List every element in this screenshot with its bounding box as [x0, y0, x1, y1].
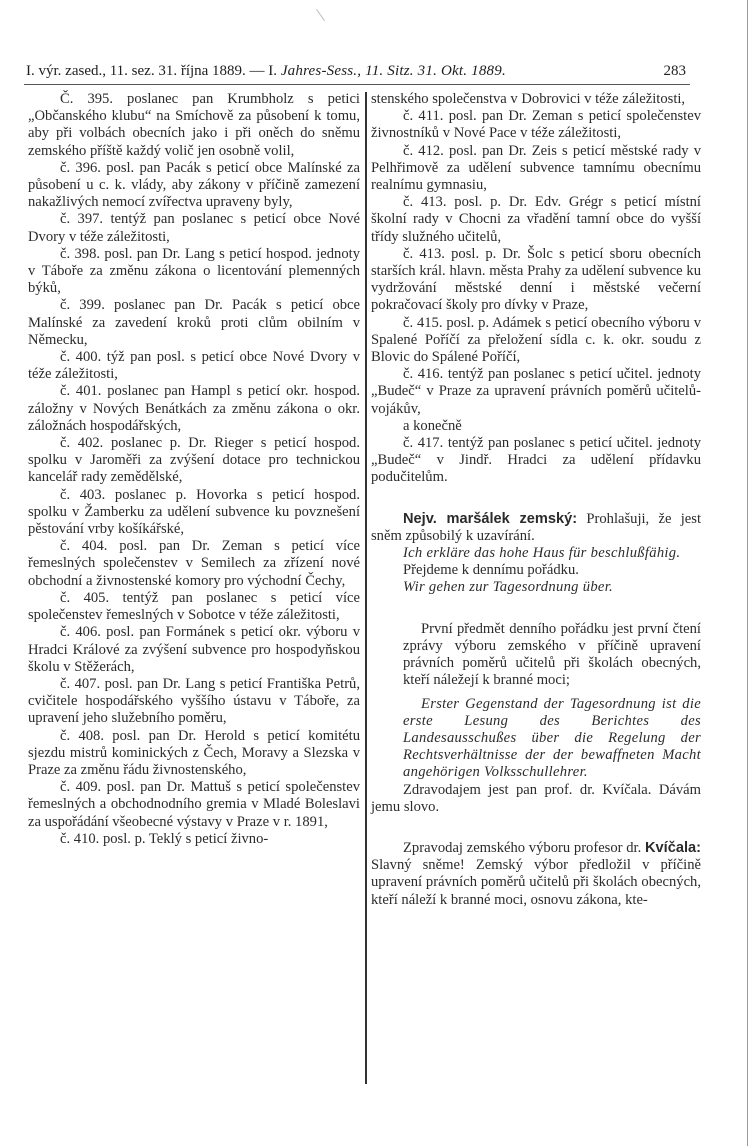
page-edge-line: [747, 0, 748, 1146]
petition-item: č. 413. posl. p. Dr. Edv. Grégr s peticí místní školní rady v Chocni za vřadění tamní obce do vyšší třídy služného učitelů,: [371, 194, 701, 245]
agenda-czech: Přejdeme k dennímu pořádku.: [403, 562, 579, 579]
marshal-statement: [371, 511, 701, 545]
left-column: [28, 91, 360, 848]
speaker-label: Nejv. maršálek zemský:: [403, 510, 578, 527]
header-rule: [24, 84, 690, 85]
petition-item: č. 400. týž pan posl. s peticí obce Nové Dvory v téže záležitosti,: [28, 349, 360, 383]
petition-item: č. 401. poslanec pan Hampl s peticí okr. hospod. záložny v Nových Benátkách za změnu zákona o okr. záložnách hospodářských,: [28, 383, 360, 434]
petition-item: č. 398. posl. pan Dr. Lang s peticí hospod. jednoty v Táboře za změnu zákona o licentování plemenných býků,: [28, 245, 360, 297]
agenda-german: Wir gehen zur Tagesordnung über.: [403, 579, 614, 596]
reporter-announcement: Zdravodajem jest pan prof. dr. Kvíčala. Dávám jemu slovo.: [371, 781, 701, 815]
petition-item: č. 416. tentýž pan poslanec s peticí učitel. jednoty „Budeč“ v Praze za upravení právních poměrů učitelů-vojákův,: [371, 366, 701, 417]
petition-item: č. 399. poslanec pan Dr. Pacák s peticí obce Malínské za zavedení kroků proti clům obilním v Německu,: [28, 297, 360, 348]
petition-item: č. 404. posl. pan Dr. Zeman s peticí více řemeslných společenstev v Semilech za zřízení nové obchodní a živnostenské komory pro východní Čechy,: [28, 538, 360, 589]
first-agenda-item-german: Erster Gegenstand der Tagesordnung ist die erste Lesung des Berichtes des Landesausschußes über die Regelung der Rechtsverhältnisse der der bewaffneten Macht angehörigen Volksschullehrer.: [403, 695, 701, 781]
petition-item: č. 413. posl. p. Dr. Šolc s peticí sboru obecních starších král. hlavn. města Prahy za udělení subvence ku vydržování městské denní i městské večerní pokračovací školy pro dívky v Praze,: [371, 245, 701, 314]
petition-item: č. 411. posl. pan Dr. Zeman s peticí společenstev živnostníků v Nové Pace v téže záležitosti,: [371, 108, 701, 142]
scan-speck: [316, 9, 325, 21]
petition-item: č. 412. posl. pan Dr. Zeis s peticí městské rady v Pelhřimově za udělení subvence tamnímu obecnímu realnímu gymnasiu,: [371, 142, 701, 194]
right-column: [371, 91, 701, 909]
page-number: 283: [663, 63, 686, 79]
petition-item: č. 407. posl. pan Dr. Lang s peticí Františka Petrů, cvičitele hospodářského vyššího ústavu v Táboře, za upravení jeho služebního poměru,: [28, 675, 360, 727]
continued-petition: stenského společenstva v Dobrovici v téže záležitosti,: [371, 91, 686, 107]
petition-item: č. 405. tentýž pan poslanec s peticí více společenstev řemeslných v Sobotce v téže záležitosti,: [28, 589, 360, 624]
speaker-name: Kvíčala:: [645, 839, 701, 856]
petition-item: č. 396. posl. pan Pacák s peticí obce Malínské za působení u c. k. vlády, aby zákony v příčině zamezení nakažlivých nemocí zvířectva upraveny byly,: [28, 159, 360, 211]
speaker-statement: [371, 840, 701, 909]
petition-item: č. 403. poslanec p. Hovorka s peticí hospod. spolku v Žamberku za udělení subvence ku povznešení pěstování vrby košíkářské,: [28, 486, 360, 538]
header-german: Jahres-Sess., 11. Sitz. 31. Okt. 1889.: [280, 63, 506, 79]
header-czech: I. výr. zased., 11. sez. 31. října 1889. — I.: [26, 63, 278, 79]
petition-item: č. 409. posl. pan Dr. Mattuš s peticí společenstev řemeslných a obchodnodního gremia v Mladé Boleslavi za uspořádání všeobecné výstavy v Praze v r. 1891,: [28, 779, 360, 830]
petition-item: č. 406. posl. pan Formánek s peticí okr. výboru v Hradci Králové za zvýšení subvence pro hospodyňskou školu v Stěžerách,: [28, 624, 360, 675]
petition-item: č. 397. tentýž pan poslanec s peticí obce Nové Dvory v téže záležitosti,: [28, 211, 360, 245]
petition-item: č. 415. posl. p. Adámek s peticí obecního výboru v Spalené Poříčí za přeložení sídla c. k. okr. soudu z Blovic do Spálené Poříčí,: [371, 314, 701, 366]
petition-item: č. 402. poslanec p. Dr. Rieger s peticí hospod. spolku v Jaroměři za zvýšení dotace pro technickou kancelář rady zemědělské,: [28, 435, 360, 486]
petition-item: Č. 395. poslanec pan Krumbholz s petici „Občanského klubu“ na Smíchově za působení k tomu, aby při volbách obecních jako i při oněch do sněmu zemského příště každý volič jen osobně volil,: [28, 91, 360, 159]
marshal-text: Prohlašuji, že jest sněm způsobilý k uzavírání.: [371, 510, 702, 544]
petition-item: č. 410. posl. p. Teklý s peticí živno-: [60, 830, 269, 847]
speaker-prefix: Zpravodaj zemského výboru profesor dr.: [403, 839, 642, 856]
petition-item: a konečně: [403, 417, 462, 434]
first-agenda-item-czech: První předmět denního pořádku jest první čtení zprávy výboru zemského v příčině upravení právních poměrů učitelů při školách obecných, kteří náležejí k branné moci;: [403, 620, 701, 689]
header-left: [26, 62, 506, 80]
petition-item: č. 417. tentýž pan poslanec s peticí učitel. jednoty „Budeč“ v Jindř. Hradci za udělení přídavku podučitelům.: [371, 435, 701, 486]
speaker-text: Slavný sněme! Zemský výbor předložil v příčině upravení právních poměrů učitelů při školách obecných, kteří náleží k branné moci, osnovu zákona, kte-: [371, 857, 701, 908]
marshal-german: Ich erkläre das hohe Haus für beschlußfähig.: [403, 545, 681, 562]
petition-item: č. 408. posl. pan Dr. Herold s peticí komitétu sjezdu mistrů kominických z Čech, Moravy a Slezska v Praze za změnu řádu živnostenského,: [28, 727, 360, 778]
column-divider: [365, 92, 367, 1084]
running-header: [26, 62, 686, 80]
